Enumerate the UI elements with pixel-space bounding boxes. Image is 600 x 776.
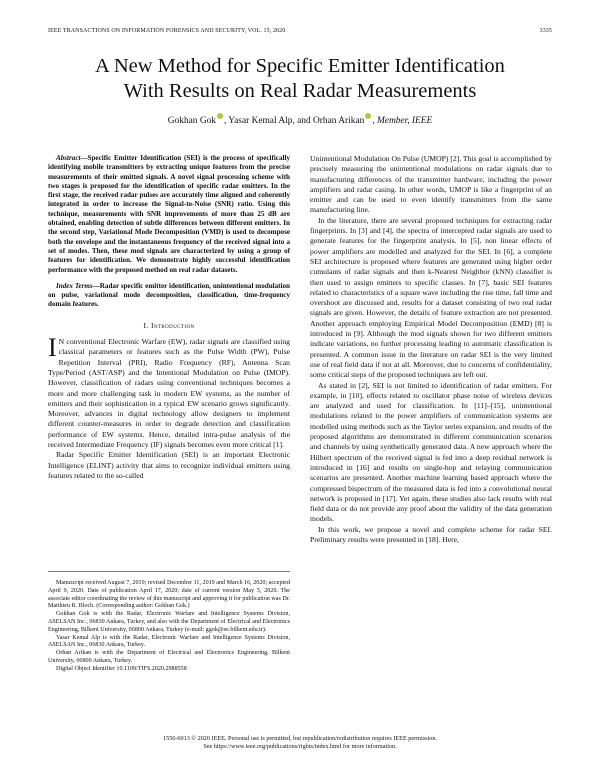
rights-link-line[interactable]: See https://www.ieee.org/publications/rights/index.html for more information. — [203, 743, 397, 750]
index-terms-text: —Radar specific emitter identification, unintentional modulation on pulse, variational mode decomposition, classification, time-frequency domain features. — [48, 281, 290, 309]
intro-p1-text: N conventional Electronic Warfare (EW), radar signals are classified using classical parameters or features such as the Pulse Width (PW), Pulse Repetition Interval (PRI), Radio Frequency (RF), Antenna Scan Type/Period (AST/ASP) and the Intentional Modulation on Pulse (IMOP). However, classification of radars using conventional techniques becomes a more and more challenging task in modern EW systems, as the number of emitters and their sophistication in a typical EW scenario grows significantly. Moreover, advances in digital technology allow designers to implement different counter-measures in order to degrade detection and classification performance of EW systems. Hence, detailed intra-pulse analysis of the received Intermediate Frequency (IF) signals becomes even more critical [1]. — [48, 337, 290, 450]
page-number: 3335 — [539, 28, 552, 34]
footnote-doi: Digital Object Identifier 10.1109/TIFS.2020.2988558 — [56, 665, 187, 672]
drop-cap: I — [48, 333, 57, 363]
title-line-1: A New Method for Specific Emitter Identification — [95, 55, 505, 77]
index-terms — [48, 282, 290, 310]
right-column — [310, 154, 552, 545]
footnote-arikan: Orhan Arikan is with the Department of Electrical and Electronics Engineering, Bilkent University, 06800 Ankara, Turkey. — [48, 650, 290, 664]
running-header — [48, 28, 552, 34]
intro-paragraph-2: Radar Specific Emitter Identification (SEI) is an important Electronic Intelligence (ELINT) activity that aims to recognize individual emitters using features related to the so-called — [48, 450, 290, 480]
copyright-line: 1556-6013 © 2020 IEEE. Personal use is permitted, but republication/redistribution requires IEEE permission. — [163, 735, 437, 742]
author-gok: Gokhan Gok — [167, 116, 216, 126]
author-rest: , Yasar Kemal Alp, and Orhan Arikan — [223, 116, 365, 126]
footnote-gok: Gokhan Gok is with the Radar, Electronic Warfare and Intelligence Systems Division, ASELSAN Inc., 06830 Ankara, Turkey, and also with the Department of Electrical and Electronics Engineering, Bilkent University, 06800 Ankara, Turkey (e-mail: ggok@ee.bilkent.edu.tr). — [48, 611, 290, 633]
paper-title — [40, 54, 560, 104]
abstract — [48, 154, 290, 275]
footnotes — [48, 571, 290, 674]
journal-name: IEEE TRANSACTIONS ON INFORMATION FORENSICS AND SECURITY, VOL. 15, 2020 — [48, 28, 286, 34]
right-paragraph-1: Unintentional Modulation On Pulse (UMOP) [2]. This goal is accomplished by precisely measuring the unintentional modulations on radar signals due to manufacturing differences of the transmitter hardware, including the power amplifiers and radar casing. In other words, UMOP is like a fingerprint of an emitter and can be used to even identify transmitters from the same manufacturing line. — [310, 154, 553, 215]
section-heading-introduction: I. Introduction — [143, 320, 195, 330]
copyright-footer — [48, 735, 552, 751]
footnote-manuscript: Manuscript received August 7, 2019; revised December 11, 2019 and March 16, 2020; accepted April 9, 2020. Date of publication April 17, 2020; date of current version May 5, 2020. The associate editor coordinating the review of this manuscript and approving it for publication was Dr. Matthieu R. Bloch. (Corresponding author: Gokhan Gok.) — [48, 580, 290, 610]
footnote-alp: Yasar Kemal Alp is with the Radar, Electronic Warfare and Intelligence Systems Division, ASELSAN Inc., 06830 Ankara, Turkey. — [48, 634, 290, 649]
left-column — [48, 154, 290, 481]
abstract-text: —Specific Emitter Identification (SEI) is the process of specifically identifying mobile transmitters by extracting unique features from the precise measurements of their emitted signals. A novel signal processing scheme with two stages is proposed for the identification of specific radar emitters. In the first stage, the received radar pulses are accurately time aligned and coherently integrated in order to increase the Signal-to-Noise (SNR) ratio. Using this technique, measurements with SNR improvements of more than 25 dB are obtained, enabling detection of subtle differences between different emitters. In the second step, Variational Mode Decomposition (VMD) is used to decompose both the envelope and the instantaneous frequency of the received signal into a set of modes. Then, these mod signals are characterized by using a group of features for identification. We demonstrate highly successful identification performance with the proposed method on real radar datasets. — [48, 154, 290, 274]
orcid-icon[interactable] — [365, 113, 371, 119]
author-suffix: , Member, IEEE — [372, 116, 433, 126]
author-line — [40, 113, 560, 126]
right-paragraph-2: In the literature, there are several proposed techniques for extracting radar fingerprints. In [3] and [4], the spectra of intercepted radar signals are used to generate features for the fingerprint analysis. In [5], non linear effects of power amplifiers are modelled and analyzed for the SEI. In [6], a complete SEI architecture is proposed where features are generated using higher order cumulants of radar signals and then k-Nearest Neighbor (kNN) classifier is then used to assign emitters to specific classes. In [7], basic SEI features related to characteristics of a square wave including the rise time, fall time and overshoot are discussed and, results for a dataset consisting of two real radar signals are given. However, the details of feature extraction are not presented. Another approach employing Empirical Model Decomposition (EMD) [8] is introduced in [9]. Although the mod signals shown for two different emitters indicate variations, no further processing leading to automatic classification is presented. A common issue in the literature on radar SEI is the very limited use of real field data if not at all. Moreover, due to concerns of confidentiality, some critical steps of the proposed techniques are left out. — [310, 215, 552, 380]
orcid-icon[interactable] — [217, 113, 223, 119]
intro-paragraph-1 — [48, 333, 290, 450]
title-line-2: With Results on Real Radar Measurements — [123, 80, 477, 102]
index-terms-label: Index Terms — [56, 281, 93, 290]
right-paragraph-3: As stated in [2], SEI is not limited to identification of radar emitters. For example, in [10], effects related to oscillator phase noise of wireless devices are analyzed and used for classification. In [11]–[15], unintentional modulations related to the power amplifiers of communication systems are modelled using methods such as the Taylor series expansion, and results of the proposed algorithms are demonstrated in different communication scenarios and channels by using synthetically generated data. A new approach where the Hilbert spectrum of the received signal is fed into a deep residual network is introduced in [16] and results on single-hop and relaying communication scenarios are presented. Another machine learning based approach where the compressed bispectrum of the measured data is fed into a convolutional neural network is proposed in [17]. Yet again, these studies also lack results with real field data or do not provide any proof about the validity of the data generation models. — [310, 380, 552, 524]
right-paragraph-4: In this work, we propose a novel and complete scheme for radar SEI. Preliminary results were presented in [18]. Here, — [310, 524, 552, 544]
abstract-label: Abstract — [56, 154, 81, 162]
